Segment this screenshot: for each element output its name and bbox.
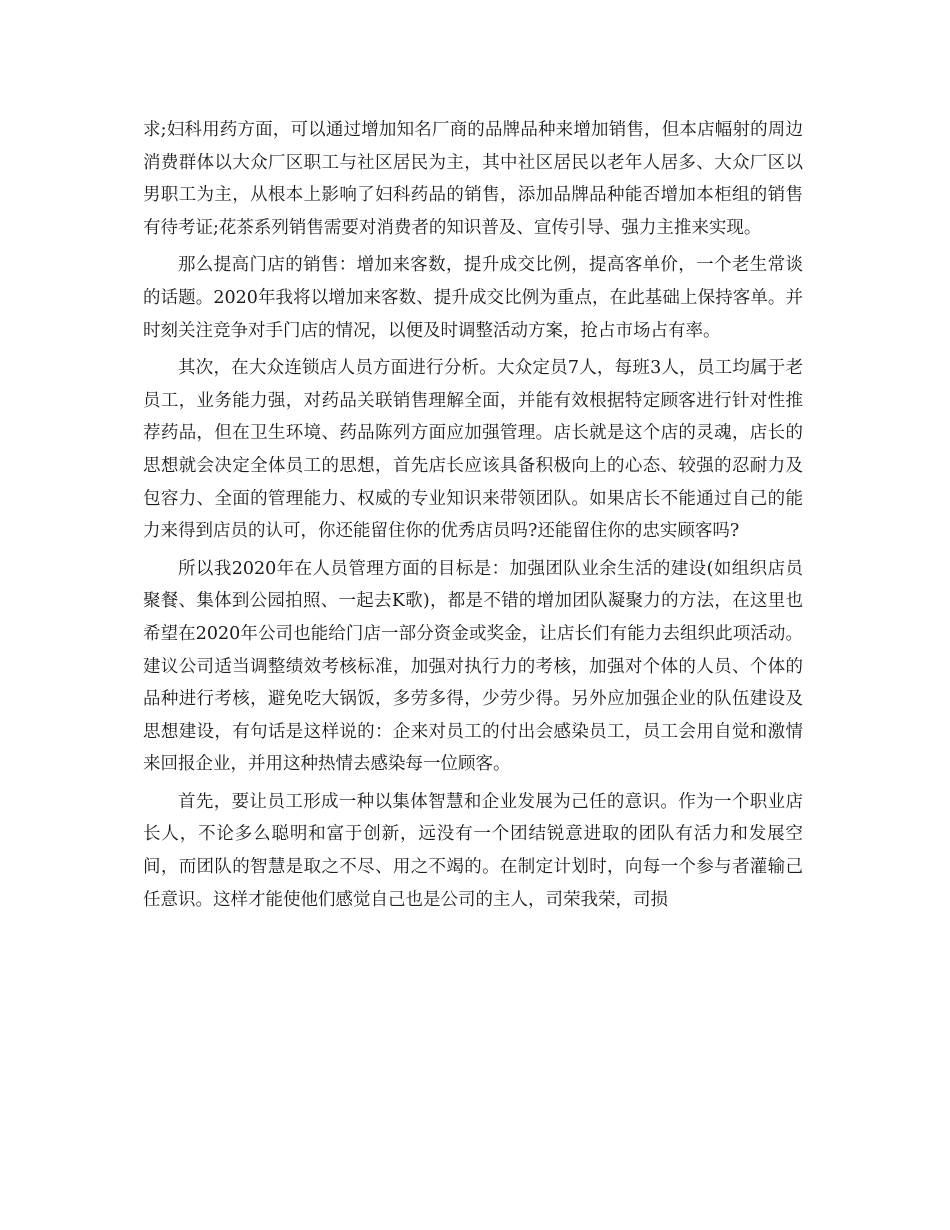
document-body [143, 114, 803, 921]
paragraph-2: 那么提高门店的销售：增加来客数，提升成交比例，提高客单价，一个老生常谈的话题。2020年我将以增加来客数、提升成交比例为重点，在此基础上保持客单。并时刻关注竞争对手门店的情况，以便及时调整活动方案，抢占市场占有率。 [143, 255, 803, 341]
paragraph-5: 首先，要让员工形成一种以集体智慧和企业发展为己任的意识。作为一个职业店长人，不论多么聪明和富于创新，远没有一个团结锐意进取的团队有活力和发展空间，而团队的智慧是取之不尽、用之不竭的。在制定计划时，向每一个参与者灌输己任意识。这样才能使他们感觉自己也是公司的主人，司荣我荣，司损 [143, 791, 803, 910]
paragraph-1: 求;妇科用药方面，可以通过增加知名厂商的品牌品种来增加销售，但本店幅射的周边消费群体以大众厂区职工与社区居民为主，其中社区居民以老年人居多、大众厂区以男职工为主，从根本上影响了妇科药品的销售，添加品牌品种能否增加本柜组的销售有待考证;花茶系列销售需要对消费者的知识普及、宣传引导、强力主推来实现。 [143, 120, 803, 238]
paragraph-4: 所以我2020年在人员管理方面的目标是：加强团队业余生活的建设(如组织店员聚餐、集体到公园拍照、一起去K歌)，都是不错的增加团队凝聚力的方法，在这里也希望在2020年公司也能给门店一部分资金或奖金，让店长们有能力去组织此项活动。建议公司适当调整绩效考核标准，加强对执行力的考核，加强对个体的人员、个体的品种进行考核，避免吃大锅饭，多劳多得，少劳少得。另外应加强企业的队伍建设及思想建设，有句话是这样说的：企来对员工的付出会感染员工，员工会用自觉和激情来回报企业，并用这种热情去感染每一位顾客。 [143, 558, 803, 775]
paragraph-3: 其次，在大众连锁店人员方面进行分析。大众定员7人，每班3人，员工均属于老员工，业务能力强，对药品关联销售理解全面，并能有效根据特定顾客进行针对性推荐药品，但在卫生环境、药品陈列方面应加强管理。店长就是这个店的灵魂，店长的思想就会决定全体员工的思想，首先店长应该具备积极向上的心态、较强的忍耐力及包容力、全面的管理能力、权威的专业知识来带领团队。如果店长不能通过自己的能力来得到店员的认可，你还能留住你的优秀店员吗?还能留住你的忠实顾客吗? [143, 358, 803, 542]
